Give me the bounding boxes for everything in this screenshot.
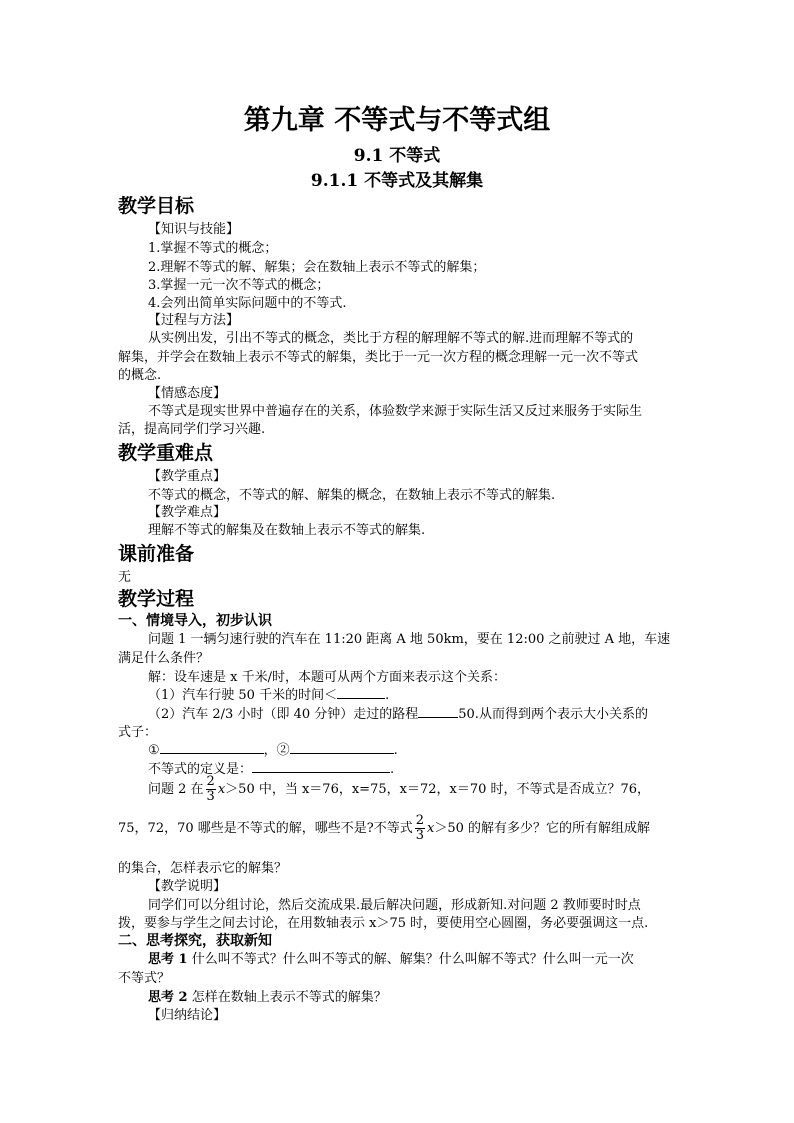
attitude-tag: 【情感态度】 <box>148 386 227 401</box>
process-line-3: 的概念. <box>118 368 162 383</box>
fraction-two-thirds <box>415 814 425 843</box>
process-heading: 教学过程 <box>118 588 195 610</box>
section-title: 9.1 不等式 <box>353 146 441 166</box>
prep-text: 无 <box>118 570 132 585</box>
part1-title: 一、情境导入，初步认识 <box>118 613 272 629</box>
think2-label: 思考 2 <box>148 990 188 1005</box>
goals-heading: 教学目标 <box>118 195 195 217</box>
period: . <box>390 762 395 777</box>
teaching-note-tag: 【教学说明】 <box>148 879 227 894</box>
think1-label: 思考 1 <box>148 952 188 967</box>
question2-line-1 <box>148 775 650 804</box>
circle-one: ① <box>148 743 160 758</box>
question2-text-a: 问题 2 在 <box>148 782 204 797</box>
teaching-note-line-2: 拨，要参与学生之间去讨论，在用数轴表示 x＞75 时，要使用空心圆圈，务必要强调这一点. <box>118 916 649 931</box>
solution-line-3 <box>148 703 648 722</box>
period: . <box>385 688 390 703</box>
process-line-1: 从实例出发，引出不等式的概念，类比于方程的解理解不等式的解.进而理解不等式的 <box>148 331 634 346</box>
blank-definition[interactable] <box>252 760 390 773</box>
goal-item-2: 2.理解不等式的解、解集；会在数轴上表示不等式的解集； <box>148 260 486 275</box>
blank-distance[interactable] <box>418 705 458 718</box>
question2-line-2 <box>118 814 650 843</box>
period: . <box>393 743 398 758</box>
subsection-title: 9.1.1 不等式及其解集 <box>310 171 484 191</box>
fraction-denominator: 3 <box>206 789 215 804</box>
difficulty-text: 理解不等式的解集及在数轴上表示不等式的解集. <box>148 523 426 538</box>
question2-line-2-text-b: ＞50 的解有多少？它的所有解组成解 <box>434 821 651 836</box>
attitude-line-1: 不等式是现实世界中普遍存在的关系，体验数学来源于实际生活又反过来服务于实际生 <box>148 404 643 419</box>
fraction-denominator: 3 <box>415 828 425 843</box>
conclusion-tag: 【归纳结论】 <box>148 1008 227 1023</box>
knowledge-tag: 【知识与技能】 <box>148 222 240 237</box>
definition-label: 不等式的定义是： <box>148 762 253 777</box>
fraction-numerator: 2 <box>206 774 215 789</box>
prep-heading: 课前准备 <box>118 543 195 565</box>
circle-two: ，② <box>263 743 290 758</box>
question1-line-2: 满足什么条件？ <box>118 651 210 666</box>
goal-item-4: 4.会列出简单实际问题中的不等式. <box>148 296 347 311</box>
goal-item-3: 3.掌握一元一次不等式的概念； <box>148 278 330 293</box>
fraction-two-thirds <box>206 775 216 804</box>
blank-inequality-2[interactable] <box>290 741 394 754</box>
process-line-2: 解集，并学会在数轴上表示不等式的解集，类比于一元一次方程的概念理解一元一次不等式 <box>118 350 639 365</box>
solution-line-3-text-b: 50.从而得到两个表示大小关系的 <box>458 707 648 722</box>
difficulty-tag: 【教学难点】 <box>148 505 227 520</box>
think2-text: 怎样在数轴上表示不等式的解集？ <box>187 990 387 1005</box>
keypoints-heading: 教学重难点 <box>118 442 214 464</box>
solution-line-3-text-a: （2）汽车 2/3 小时（即 40 分钟）走过的路程 <box>148 707 419 722</box>
question2-text-b: ＞50 中，当 x＝76，x=75，x＝72，x＝70 时，不等式是否成立？76， <box>225 782 651 797</box>
chapter-title: 第九章 不等式与不等式组 <box>243 105 551 136</box>
solution-line-4: 式子： <box>118 725 158 740</box>
blank-time[interactable] <box>337 686 385 699</box>
process-tag: 【过程与方法】 <box>148 313 240 328</box>
inequality-blanks <box>148 739 398 758</box>
question2-line-3: 的集合，怎样表示它的解集？ <box>118 861 288 876</box>
solution-line-2 <box>148 684 389 703</box>
teaching-note-line-1: 同学们可以分组讨论，然后交流成果.最后解决问题，形成新知.对问题 2 教师要时时点 <box>148 898 641 913</box>
think1-text: 什么叫不等式？什么叫不等式的解、解集？什么叫解不等式？什么叫一元一次 <box>187 952 634 967</box>
fraction-numerator: 2 <box>415 813 425 828</box>
attitude-line-2: 活，提高同学们学习兴趣. <box>118 422 266 437</box>
solution-line-1: 解：设车速是 x 千米/时，本题可从两个方面来表示这个关系： <box>148 670 506 685</box>
variable-x: x <box>217 782 226 797</box>
focus-text: 不等式的概念，不等式的解、解集的概念，在数轴上表示不等式的解集. <box>148 488 556 503</box>
think1-line-1 <box>148 948 634 967</box>
focus-tag: 【教学重点】 <box>148 469 227 484</box>
variable-x: x <box>427 821 435 836</box>
question2-line-2-text-a: 75，72，70 哪些是不等式的解，哪些不是?不等式 <box>118 821 413 836</box>
think2-line <box>148 986 387 1005</box>
goal-item-1: 1.掌握不等式的概念； <box>148 241 278 256</box>
think1-line-2: 不等式？ <box>118 971 171 986</box>
blank-inequality-1[interactable] <box>160 741 264 754</box>
question1-line-1: 问题 1 一辆匀速行驶的汽车在 11:20 距离 A 地 50km，要在 12:00 之前驶过 A 地，车速 <box>148 632 671 647</box>
solution-line-2-text: （1）汽车行驶 50 千米的时间＜ <box>148 688 338 703</box>
part2-title: 二、思考探究，获取新知 <box>118 933 272 949</box>
